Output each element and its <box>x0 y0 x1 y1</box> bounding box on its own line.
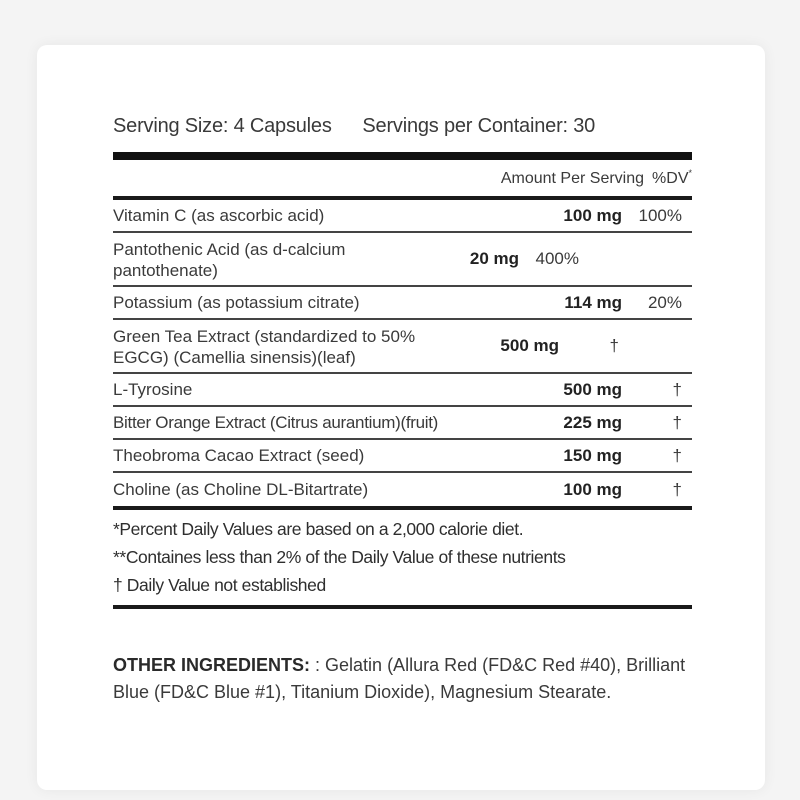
table-row <box>113 287 692 320</box>
supplement-facts-panel <box>113 112 692 609</box>
footnotes <box>113 510 692 605</box>
ingredient-amount: 20 mg <box>469 249 519 268</box>
ingredient-dv: 20% <box>647 292 682 312</box>
table-row <box>113 407 692 440</box>
ingredient-amount: 100 mg <box>563 479 622 499</box>
table-row <box>113 233 692 287</box>
table-row <box>113 320 692 374</box>
servings-per-container-value: 30 <box>573 115 596 137</box>
ingredient-amount: 500 mg <box>500 336 559 355</box>
ingredient-dv: 400% <box>535 249 579 268</box>
ingredient-dv: † <box>672 412 682 432</box>
ingredient-amount: 225 mg <box>563 412 622 432</box>
table-row <box>113 200 692 233</box>
ingredient-amount: 500 mg <box>563 379 622 399</box>
ingredient-amount: 150 mg <box>563 445 622 465</box>
ingredient-name: Bitter Orange Extract (Citrus aurantium)(fruit) <box>113 413 439 432</box>
servings-per-container-label: Servings per Container: <box>362 115 568 137</box>
ingredient-dv: † <box>672 445 682 465</box>
ingredient-dv: † <box>609 336 619 355</box>
table-row <box>113 374 692 407</box>
footnote-dv-not-established: † Daily Value not established <box>113 575 326 595</box>
table-row <box>113 440 692 473</box>
ingredient-dv: † <box>672 379 682 399</box>
ingredient-name: Theobroma Cacao Extract (seed) <box>113 446 365 465</box>
ingredient-name: Potassium (as potassium citrate) <box>113 293 360 312</box>
ingredient-dv: 100% <box>638 205 682 225</box>
ingredient-name: Pantothenic Acid (as d-calcium pantothenate) <box>113 239 346 280</box>
ingredient-amount: 100 mg <box>563 205 622 225</box>
ingredient-amount: 114 mg <box>564 292 622 312</box>
serving-info <box>113 112 692 144</box>
serving-size-value: 4 Capsules <box>233 115 332 137</box>
dv-header: %DV* <box>652 168 692 187</box>
ingredient-name: Green Tea Extract (standardized to 50% EGCG) (Camellia sinensis)(leaf) <box>113 326 416 367</box>
table-header <box>113 160 692 196</box>
other-ingredients-label: OTHER INGREDIENTS: <box>113 655 311 675</box>
serving-size-label: Serving Size: <box>113 115 229 137</box>
other-ingredients-text: : Gelatin (Allura Red (FD&C Red #40), Brilliant Blue (FD&C Blue #1), Titanium Dioxide), Magnesium Stearate. <box>113 655 686 702</box>
table-row <box>113 473 692 506</box>
footnote-less-than-2-percent: **Containes less than 2% of the Daily Value of these nutrients <box>113 547 566 567</box>
ingredient-name: Vitamin C (as ascorbic acid) <box>113 206 325 225</box>
divider-footnotes-bottom <box>113 605 692 609</box>
ingredient-dv: † <box>672 479 682 499</box>
ingredient-name: Choline (as Choline DL-Bitartrate) <box>113 480 369 499</box>
amount-per-serving-header: Amount Per Serving <box>500 170 645 187</box>
divider-thick <box>113 152 692 160</box>
other-ingredients <box>113 652 703 706</box>
ingredient-name: L-Tyrosine <box>113 380 193 399</box>
footnote-daily-values: *Percent Daily Values are based on a 2,000 calorie diet. <box>113 519 524 539</box>
